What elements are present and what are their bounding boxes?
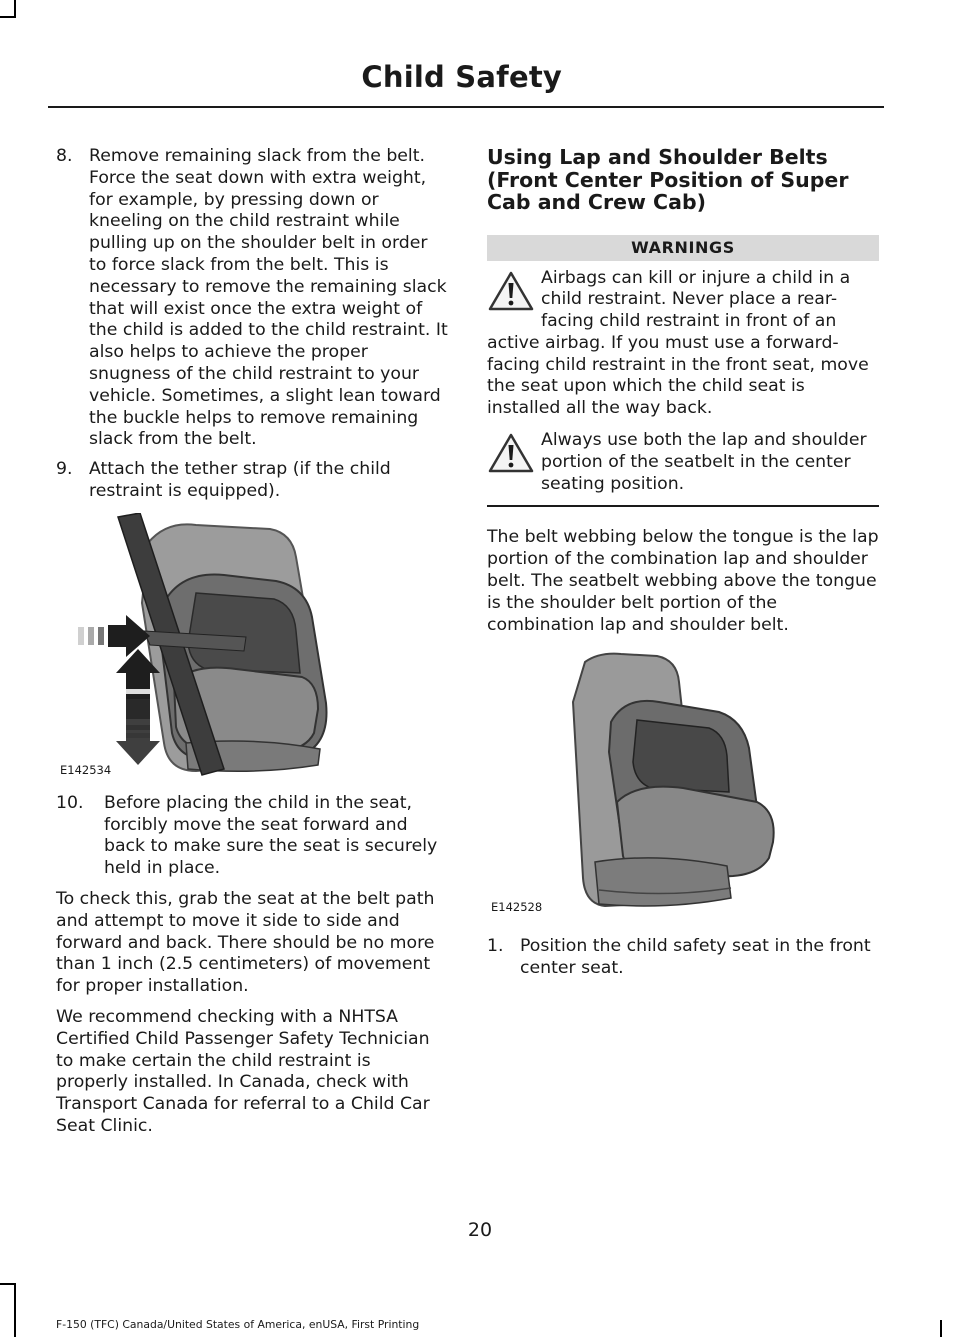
step-text: Before placing the child in the seat, forcibly move the seat forward and back to make sure the seat is securely held in place. [104, 792, 438, 879]
crop-mark [940, 1320, 942, 1337]
warning-triangle-icon [487, 270, 535, 312]
figure-child-seat-tether [56, 513, 448, 783]
crop-mark [0, 1283, 16, 1285]
section-title: Using Lap and Shoulder Belts (Front Center Position of Super Cab and Crew Cab) [487, 145, 849, 214]
warnings-end-rule [487, 505, 879, 507]
footer-note: F-150 (TFC) Canada/United States of America, enUSA, First Printing [56, 1318, 420, 1331]
warning-lap-shoulder [487, 430, 879, 495]
warning-text: Always use both the lap and shoulder portion of the seatbelt in the center seating position. [541, 430, 867, 494]
step-8 [56, 146, 448, 451]
child-seat-illustration [487, 652, 879, 920]
step-1 [487, 936, 879, 980]
step-number: 9. [56, 459, 73, 480]
step-number: 10. [56, 792, 84, 813]
left-column [56, 146, 448, 1138]
figure-center-seat [487, 652, 879, 920]
header-rule [48, 106, 884, 108]
warning-text: Airbags can kill or injure a child in a child restraint. Never place a rear-facing child restraint in front of an active airbag. If you must use a forward-facing child restraint in the front seat, move the seat upon which the child seat is installed all the way back. [487, 267, 869, 419]
crop-mark [14, 1283, 16, 1337]
warnings-heading: WARNINGS [487, 235, 879, 261]
child-seat-illustration [56, 513, 448, 783]
page-title: Child Safety [361, 60, 562, 94]
crop-mark [0, 16, 16, 18]
step-text: Attach the tether strap (if the child restraint is equipped). [89, 459, 391, 501]
warning-airbag [487, 268, 879, 421]
step-number: 8. [56, 146, 73, 166]
warning-triangle-icon [487, 432, 535, 474]
step-text: Position the child safety seat in the front center seat. [520, 936, 871, 979]
paragraph: To check this, grab the seat at the belt path and attempt to move it side to side and forward and back. There should be no more than 1 inch (2.5 centimeters) of movement for proper installation. [56, 888, 435, 997]
page-number: 20 [467, 1219, 493, 1241]
figure-label: E142528 [491, 900, 543, 915]
paragraph: The belt webbing below the tongue is the lap portion of the combination lap and shoulder belt. The seatbelt webbing above the tongue is the shoulder belt portion of the combination lap and shoulder belt. [487, 527, 879, 635]
step-text: Remove remaining slack from the belt. Force the seat down with extra weight, for example, by pressing down or kneeling on the child restraint while pulling up on the shoulder belt in order to force slack from the belt. This is necessary to remove the remaining slack that will exist once the extra weight of the child is added to the child restraint. It also helps to achieve the proper snugness of the child restraint to your vehicle. Sometimes, a slight lean toward the buckle helps to remove remaining slack from the belt. [89, 146, 448, 450]
right-column [487, 146, 879, 980]
step-10 [56, 793, 448, 880]
step-9 [56, 459, 448, 503]
step-number: 1. [487, 936, 504, 957]
paragraph: We recommend checking with a NHTSA Certified Child Passenger Safety Technician to make certain the child restraint is properly installed. In Canada, check with Transport Canada for referral to a Child Car Seat Clinic. [56, 1006, 430, 1136]
figure-label: E142534 [60, 762, 112, 777]
